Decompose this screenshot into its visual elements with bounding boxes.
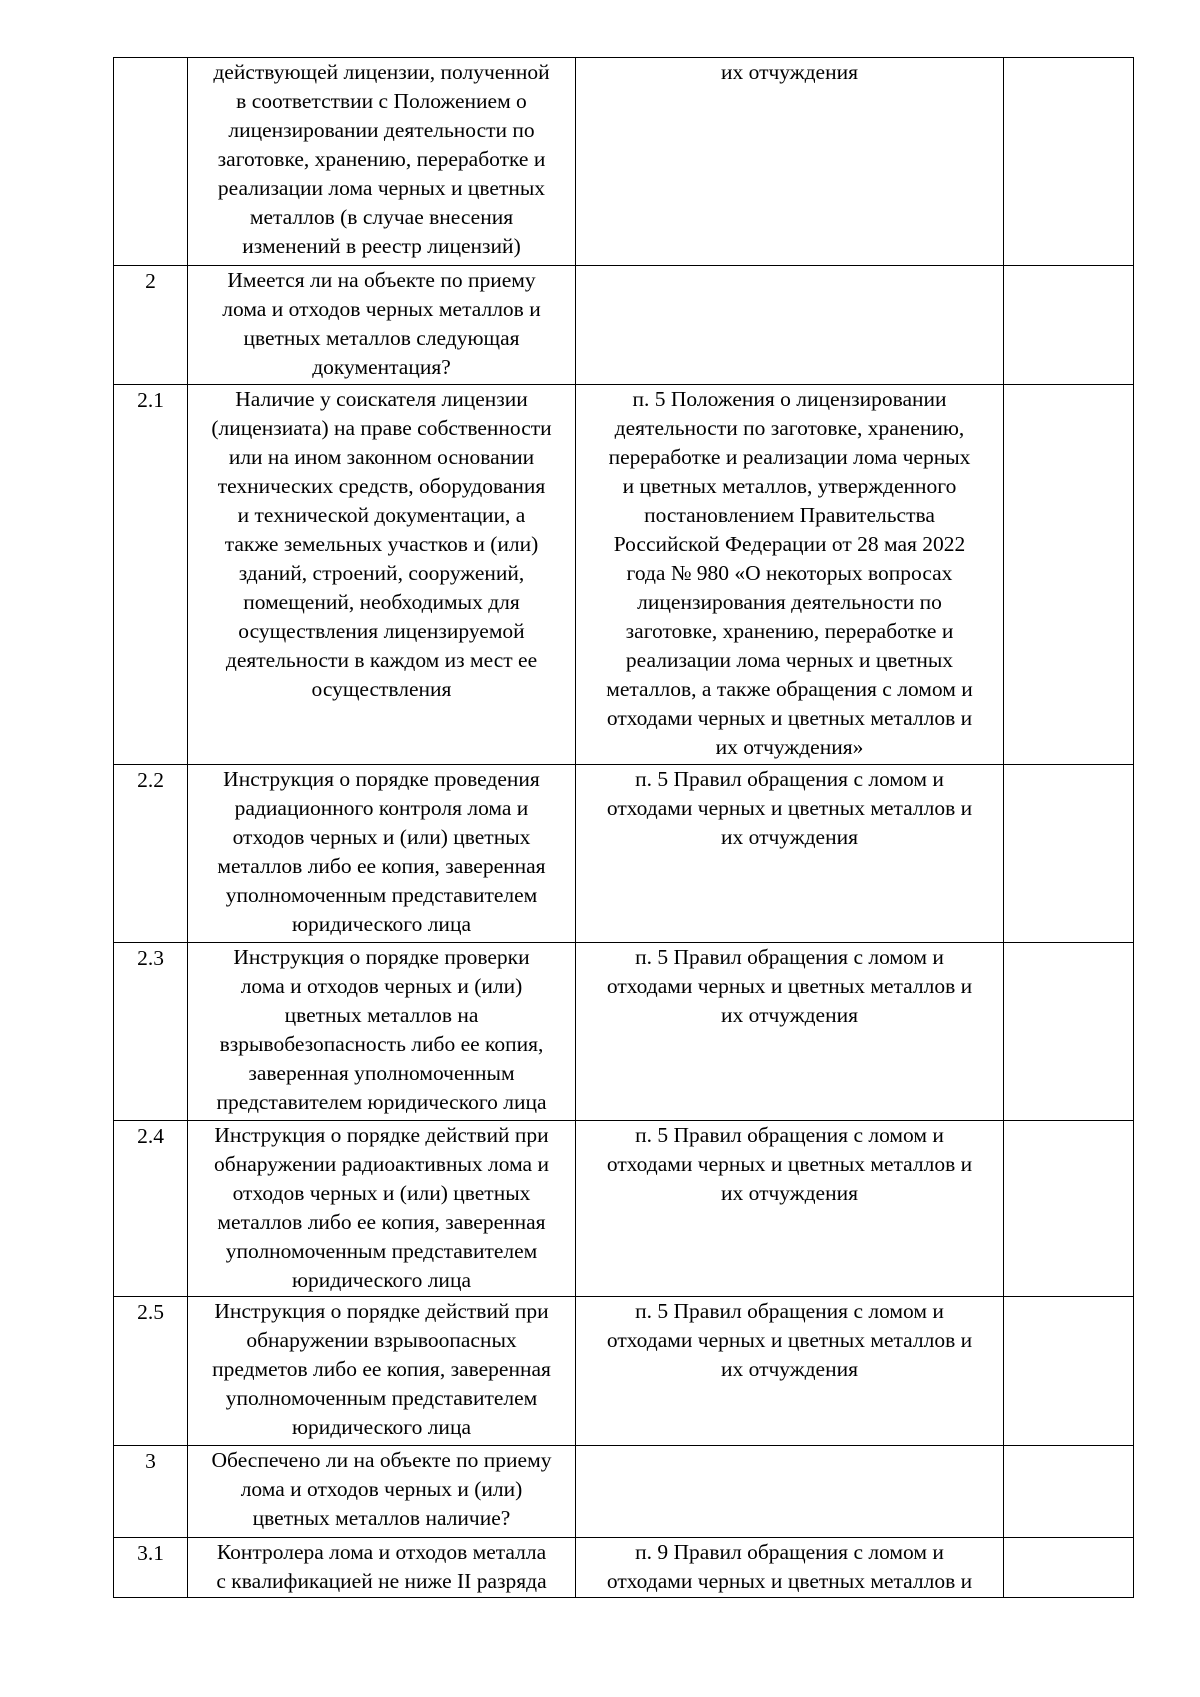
answer-cell[interactable] (1004, 943, 1134, 1121)
requirement-text: п. 5 Правил обращения с ломом и отходами черных и цветных металлов и их отчуждения (606, 1299, 973, 1381)
requirement-cell (576, 385, 1004, 765)
requirement-cell (576, 266, 1004, 385)
question-text: Инструкция о порядке действий при обнаружении взрывоопасных предметов либо ее копия, заверенная уполномоченным представителем юридического лица (212, 1299, 551, 1439)
question-cell (188, 58, 576, 266)
table-row (114, 58, 1134, 266)
answer-cell[interactable] (1004, 1121, 1134, 1297)
requirement-text: п. 5 Правил обращения с ломом и отходами черных и цветных металлов и их отчуждения (606, 767, 973, 849)
row-number: 3 (145, 1449, 156, 1473)
question-text: действующей лицензии, полученной в соответствии с Положением о лицензировании деятельности по заготовке, хранению, переработке и реализации лома черных и цветных металлов (в случае внесения изменений в реестр лицензий) (213, 60, 550, 258)
requirement-cell (576, 1121, 1004, 1297)
question-cell (188, 266, 576, 385)
requirement-text: п. 5 Положения о лицензировании деятельности по заготовке, хранению, переработке и реализации лома черных и цветных металлов, утвержденного постановлением Правительства Российской Федерации от 28 мая 2022 года № 980 «О некоторых вопросах лицензирования деятельности по заготовке, хранению, переработке и реализации лома черных и цветных металлов, а также обращения с ломом и отходами черных и цветных металлов и их отчуждения» (606, 387, 973, 759)
row-number-cell (114, 1538, 188, 1598)
answer-cell[interactable] (1004, 1446, 1134, 1538)
row-number: 3.1 (137, 1541, 164, 1565)
table-row (114, 765, 1134, 943)
row-number: 2 (145, 269, 156, 293)
question-cell (188, 1538, 576, 1598)
answer-cell[interactable] (1004, 266, 1134, 385)
answer-cell[interactable] (1004, 385, 1134, 765)
requirement-cell (576, 765, 1004, 943)
requirement-cell (576, 1538, 1004, 1598)
question-text: Инструкция о порядке проведения радиационного контроля лома и отходов черных и (или) цветных металлов либо ее копия, заверенная уполномоченным представителем юридического лица (217, 767, 546, 936)
question-cell (188, 1446, 576, 1538)
row-number-cell (114, 765, 188, 943)
table-row (114, 1121, 1134, 1297)
question-cell (188, 1297, 576, 1446)
row-number: 2.5 (137, 1300, 164, 1324)
question-cell (188, 385, 576, 765)
question-text: Контролера лома и отходов металла с квалификацией не ниже II разряда (216, 1540, 547, 1593)
question-text: Наличие у соискателя лицензии (лицензиата) на праве собственности или на ином законном основании технических средств, оборудования и технической документации, а также земельных участков и (или) зданий, строений, сооружений, помещений, необходимых для осуществления лицензируемой деятельности в каждом из мест ее осуществления (211, 387, 552, 701)
requirements-table (113, 57, 1134, 1598)
table-row (114, 1446, 1134, 1538)
row-number-cell (114, 1446, 188, 1538)
row-number-cell (114, 58, 188, 266)
requirement-cell (576, 1446, 1004, 1538)
requirement-text: п. 5 Правил обращения с ломом и отходами черных и цветных металлов и их отчуждения (606, 1123, 973, 1205)
row-number: 2.4 (137, 1124, 164, 1148)
answer-cell[interactable] (1004, 1538, 1134, 1598)
row-number: 2.3 (137, 946, 164, 970)
requirement-text: п. 9 Правил обращения с ломом и отходами черных и цветных металлов и (606, 1540, 973, 1593)
row-number-cell (114, 266, 188, 385)
row-number: 2.2 (137, 768, 164, 792)
row-number-cell (114, 943, 188, 1121)
table-row (114, 266, 1134, 385)
question-cell (188, 1121, 576, 1297)
requirement-cell (576, 943, 1004, 1121)
requirement-cell (576, 58, 1004, 266)
requirement-cell (576, 1297, 1004, 1446)
row-number-cell (114, 1297, 188, 1446)
requirement-text: п. 5 Правил обращения с ломом и отходами черных и цветных металлов и их отчуждения (606, 945, 973, 1027)
answer-cell[interactable] (1004, 765, 1134, 943)
answer-cell[interactable] (1004, 1297, 1134, 1446)
table-row (114, 385, 1134, 765)
table-row (114, 1538, 1134, 1598)
table-row (114, 1297, 1134, 1446)
row-number-cell (114, 1121, 188, 1297)
row-number: 2.1 (137, 388, 164, 412)
question-text: Инструкция о порядке проверки лома и отходов черных и (или) цветных металлов на взрывобезопасность либо ее копия, заверенная уполномоченным представителем юридического лица (216, 945, 547, 1114)
question-cell (188, 765, 576, 943)
question-text: Имеется ли на объекте по приему лома и отходов черных металлов и цветных металлов следующая документация? (222, 268, 541, 379)
question-cell (188, 943, 576, 1121)
question-text: Инструкция о порядке действий при обнаружении радиоактивных лома и отходов черных и (или) цветных металлов либо ее копия, заверенная уполномоченным представителем юридического лица (214, 1123, 549, 1292)
table-row (114, 943, 1134, 1121)
row-number (116, 58, 185, 59)
row-number-cell (114, 385, 188, 765)
answer-cell[interactable] (1004, 58, 1134, 266)
question-text: Обеспечено ли на объекте по приему лома и отходов черных и (или) цветных металлов наличие? (211, 1448, 552, 1530)
requirement-text: их отчуждения (720, 60, 858, 84)
